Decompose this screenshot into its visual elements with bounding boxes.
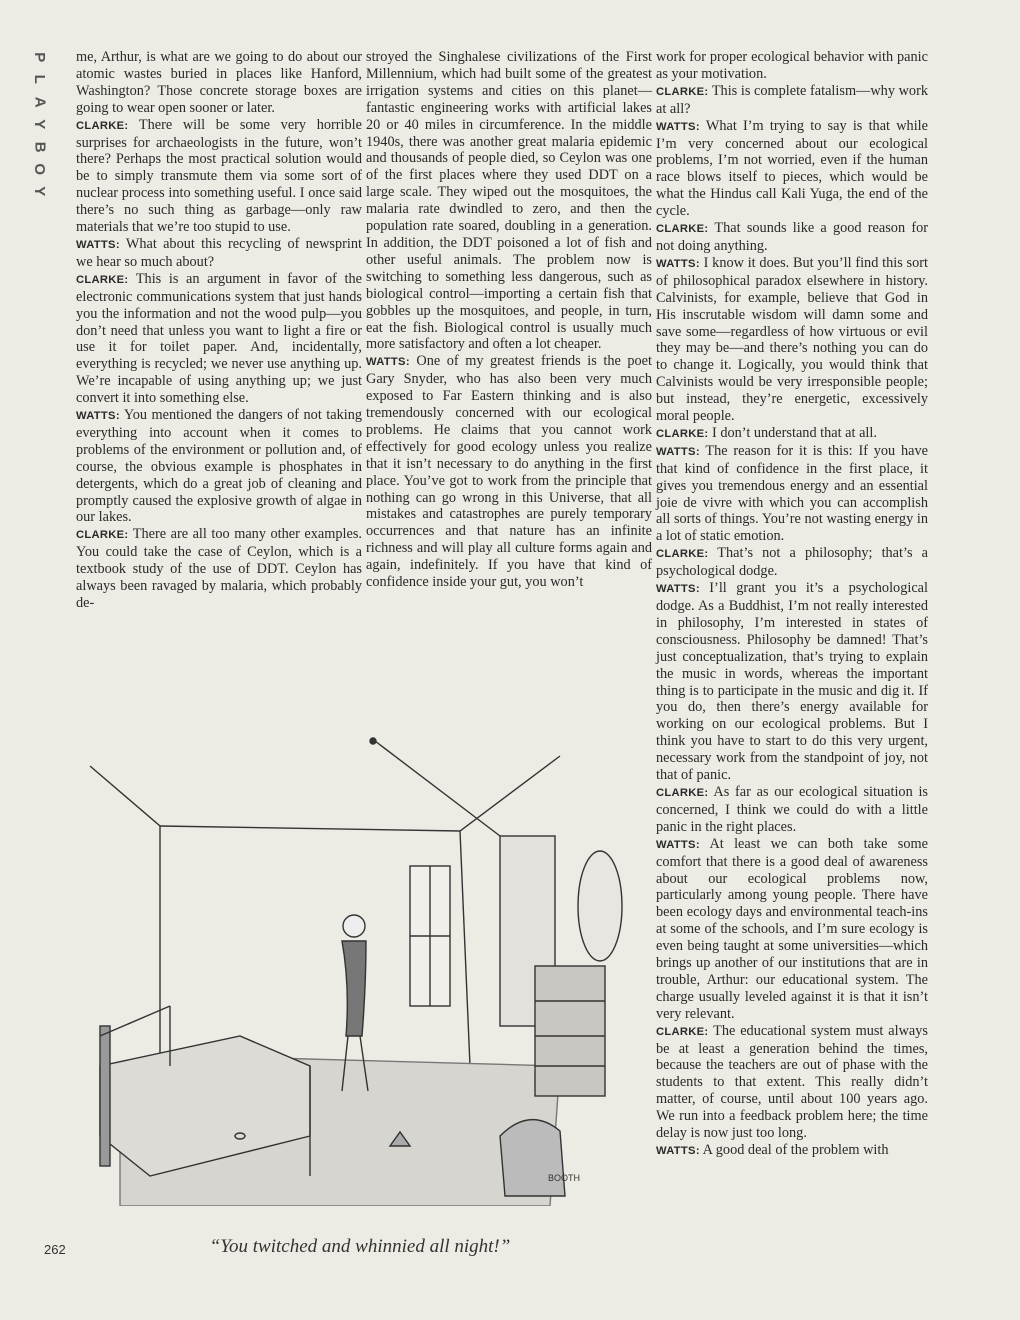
cartoon-caption: “You twitched and whinnied all night!” — [209, 1236, 511, 1257]
paragraph — [656, 1023, 928, 1142]
speaker-label: CLARKE: — [656, 786, 709, 799]
paragraph-text: This is complete fatalism—why work at all? — [656, 82, 928, 117]
speaker-label: WATTS: — [366, 356, 410, 369]
paragraph — [76, 117, 362, 236]
paragraph-text: I’ll grant you it’s a psychological dodge. As a Buddhist, I’m not really interested in philosophy, I’m interested in states of consciousness. Philosophy be damned! That’s just conceptualization, that’s trying to explain the music in words, whereas the important thing is to participate in the music and dig it. If you do, then there’s energy available for working on our ecological problems. But I think you have to start to do this very urgent, necessary work from the standpoint of joy, not that of panic. — [656, 580, 928, 784]
paragraph-text: me, Arthur, is what are we going to do about our atomic wastes buried in places like Hanford, Washington? Those concrete storage boxes are going to wear open sooner or later. — [76, 49, 362, 116]
paragraph — [656, 49, 928, 83]
speaker-label: CLARKE: — [656, 548, 709, 561]
paragraph — [656, 545, 928, 580]
paragraph-text: At least we can both take some comfort that there is a good deal of awareness about our ecological problems now, particularly among young people. There have been ecology days and environmental teach-ins at some of the schools, and I’m sure ecology is even being taught at some universities—which brings up another of our institutions that are in trouble, Arthur: our educational system. The charge usually leveled against it is that it isn’t very relevant. — [656, 835, 928, 1022]
paragraph-text: This is an argument in favor of the electronic communications system that just hands you the information and not the wood pulp—you don’t need that unless you want to light a fire or use it for toilet paper. And, incidentally, everything is recycled; we never use anything up. We’re incapable of using anything up; we just convert it into something else. — [76, 270, 362, 407]
speaker-label: CLARKE: — [76, 273, 129, 286]
speaker-label: CLARKE: — [76, 529, 129, 542]
paragraph — [76, 236, 362, 271]
paragraph-text: That sounds like a good reason for not doing anything. — [656, 220, 928, 254]
paragraph — [656, 220, 928, 255]
speaker-label: WATTS: — [656, 257, 700, 270]
paragraph-text: A good deal of the problem with — [702, 1142, 889, 1158]
paragraph — [656, 784, 928, 836]
paragraph — [656, 1142, 928, 1160]
paragraph — [656, 118, 928, 220]
speaker-label: CLARKE: — [656, 85, 709, 98]
paragraph — [76, 526, 362, 612]
paragraph — [656, 580, 928, 784]
paragraph — [76, 49, 362, 117]
paragraph-text: There will be some very horrible surprises for archaeologists in the future, won’t there? Perhaps the most practical solution would be to simply transmute them via some sort of nuclear process into something useful. I once said there’s no such thing as garbage—only raw materials that we’re too stupid to use. — [76, 116, 362, 236]
paragraph — [366, 353, 652, 591]
speaker-label: CLARKE: — [656, 427, 709, 440]
spine-letter: O — [31, 163, 49, 176]
paragraph — [656, 443, 928, 545]
speaker-label: WATTS: — [656, 583, 700, 596]
paragraph-text: There are all too many other examples. You could take the case of Ceylon, which is a textbook study of the use of DDT. Ceylon has always been ravaged by malaria, which probably de- — [76, 526, 362, 611]
paragraph — [366, 49, 652, 353]
speaker-label: WATTS: — [656, 838, 700, 851]
cartoon-illustration — [80, 736, 640, 1206]
magazine-spine — [28, 46, 50, 203]
spine-letter: Y — [31, 186, 49, 197]
paragraph-text: The reason for it is this: If you have that kind of confidence in the first place, it gives you tremendous energy and an essential joie de vivre with which you can accomplish all sorts of things. You’re not wasting energy in a lot of static emotion. — [656, 442, 928, 545]
spine-letter: P — [31, 52, 49, 63]
spine-letter: L — [31, 75, 49, 85]
paragraph-text: What about this recycling of newsprint we hear so much about? — [76, 235, 362, 270]
spine-letter: A — [31, 96, 49, 108]
paragraph-text: That’s not a philosophy; that’s a psychological dodge. — [656, 545, 928, 580]
paragraph-text: stroyed the Singhalese civilizations of the First Millennium, which had built some of the greatest irrigation systems and cities on this planet—fantastic engineering works with artificial lakes 20 or 40 miles in circumference. In the middle 1940s, there was another great malaria epidemic and thousands of people died, so Ceylon was one of the first places where they used DDT on a large scale. They wiped out the mosquitoes, the malaria rate dwindled to zero, and then the population rate soared, doubling in a generation. In addition, the DDT poisoned a lot of fish and other useful animals. The problem now is switching to something less dangerous, such as biological control—importing a certain fish that gobbles up the mosquitoes, and people, in turn, eat the fish. Biological control is usually much more satisfactory and often a lot cheaper. — [366, 49, 652, 353]
paragraph-text: What I’m trying to say is that while I’m very concerned about our ecological problems, I’m not worried, even if the human race blows itself to pieces, which would be what the Hindus call Kali Yuga, the end of the cycle. — [656, 117, 928, 220]
paragraph — [76, 271, 362, 407]
spine-letter: Y — [31, 119, 49, 130]
paragraph-text: One of my greatest friends is the poet Gary Snyder, who has also been very much exposed to Far Eastern thinking and is also tremendously concerned with our ecological problems. He claims that you cannot work effectively for good ecology unless you realize that it isn’t necessary to do anything in the first place. You’ve got to work from the principle that nothing can go wrong in this Universe, that all mistakes and catastrophes are purely temporary occurrences and that nature has an infinite richness and will play all culture forms again and again, indefinitely. If you have that kind of confidence inside your gut, you won’t — [366, 353, 652, 591]
speaker-label: CLARKE: — [76, 119, 129, 132]
paragraph-text: As far as our ecological situation is concerned, I think we could do with a little panic in the right places. — [656, 783, 928, 835]
text-column-2 — [366, 49, 652, 591]
text-column-1 — [76, 49, 362, 612]
speaker-label: WATTS: — [656, 120, 700, 133]
paragraph — [656, 255, 928, 425]
paragraph — [656, 425, 928, 443]
paragraph-text: You mentioned the dangers of not taking everything into account when it comes to problems of the environment or pollution and, of course, the obvious example is phosphates in detergents, which do a great job of cleaning and promptly caused the explosive growth of algae in our lakes. — [76, 407, 363, 526]
paragraph — [656, 83, 928, 118]
speaker-label: WATTS: — [76, 238, 120, 251]
paragraph-text: I don’t understand that at all. — [712, 424, 877, 441]
paragraph-text: I know it does. But you’ll find this sort of philosophical paradox elsewhere in history. Calvinists, for example, believe that God in His inscrutable wisdom will damn some and save some—regardless of how virtuous or evil they may be—and there’s nothing you can do to change it. Logically, you would think that Calvinists would be very irresponsible people; but instead, they’re energetic, excessively moral people. — [656, 254, 928, 425]
paragraph-text: The educational system must always be at least a generation behind the times, because the teachers are out of phase with the students to that extent. This really didn’t matter, of course, until about 100 years ago. We run into a feedback problem here; the time delay is now just too long. — [656, 1022, 928, 1142]
artist-signature: BOOTH — [548, 1173, 581, 1183]
speaker-label: WATTS: — [656, 1145, 700, 1157]
paragraph — [656, 836, 928, 1023]
speaker-label: WATTS: — [656, 445, 700, 458]
spine-letter: B — [31, 141, 49, 153]
paragraph — [76, 407, 362, 526]
speaker-label: CLARKE: — [656, 1025, 709, 1038]
speaker-label: CLARKE: — [656, 223, 709, 236]
text-column-3 — [656, 49, 928, 1160]
page-number: 262 — [44, 1242, 66, 1257]
paragraph-text: work for proper ecological behavior with panic as your motivation. — [656, 49, 928, 82]
speaker-label: WATTS: — [76, 410, 120, 423]
